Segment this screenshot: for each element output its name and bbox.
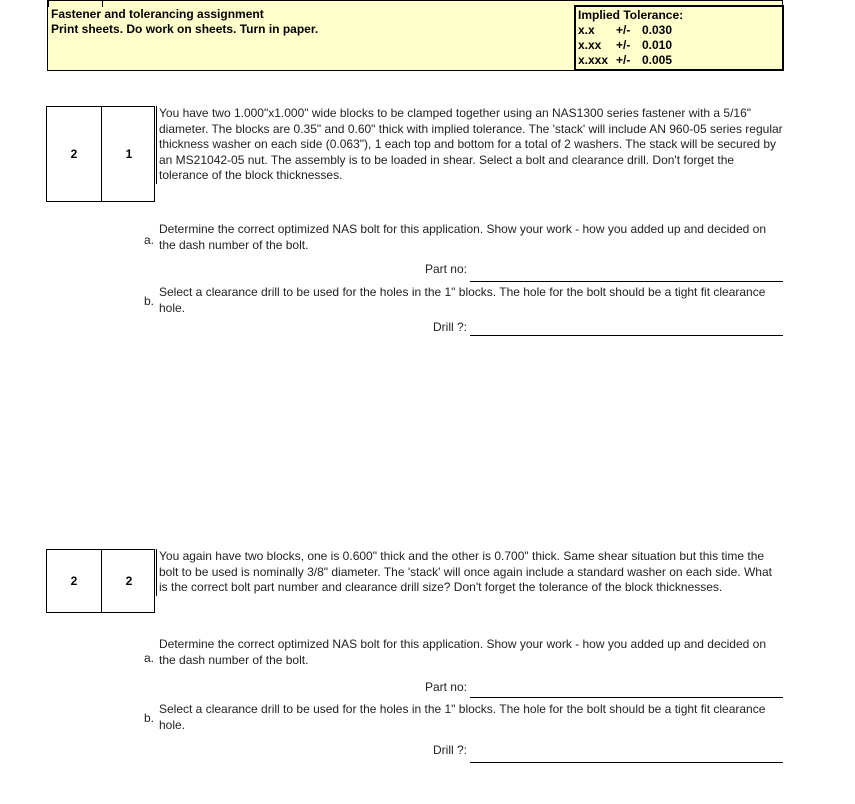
tolerance-plusminus: +/- [616,23,631,37]
problem-column-2: 1 [101,107,156,201]
question-text: Select a clearance drill to be used for the holes in the 1" blocks. The hole for the bolt should be a tight fit clearance hole. [159,285,766,315]
problem-number-box [46,549,155,613]
problem-description: You again have two blocks, one is 0.600" thick and the other is 0.700" thick. Same shear situation but this time the bolt to be used is nominally 3/8" diameter. The 'stack' will once again include a standard washer on each side. What is the correct bolt part number and clearance drill size? Don't forget the tolerance of the block thicknesses. [156,549,783,596]
tolerance-row [578,38,672,52]
tolerance-format: x.xxx [578,53,609,67]
question-text: Determine the correct optimized NAS bolt for this application. Show your work - how you added up and decided on the dash number of the bolt. [159,637,766,667]
question-text: Select a clearance drill to be used for the holes in the 1" blocks. The hole for the bolt should be a tight fit clearance hole. [159,702,766,732]
assignment-instructions: Print sheets. Do work on sheets. Turn in paper. [51,22,319,36]
tolerance-plusminus: +/- [616,53,631,67]
drill-label: Drill ?: [432,743,467,757]
question-text: Determine the correct optimized NAS bolt for this application. Show your work - how you added up and decided on the dash number of the bolt. [159,222,766,252]
tolerance-value: 0.030 [642,23,673,37]
problem-column-2: 2 [101,550,156,612]
question-letter: b. [144,711,155,725]
drill-answer-line[interactable] [470,762,783,763]
problem-number-box [46,106,155,202]
part-number-label: Part no: [424,262,467,276]
problem-column-1: 2 [70,147,78,161]
problem-column-1: 2 [70,574,78,588]
question-letter: b. [144,294,155,308]
tolerance-row [578,23,672,37]
implied-tolerance-box [574,5,784,71]
drill-answer-line[interactable] [470,335,783,336]
tolerance-value: 0.010 [642,38,673,52]
problem-description: You have two 1.000"x1.000" wide blocks to be clamped together using an NAS1300 series fastener with a 5/16" diameter. The blocks are 0.35" and 0.60" thick with implied tolerance. The 'stack' will include AN 960-05 series regular thickness washer on each side (0.063"), 1 each top and bottom for a total of 2 washers. The stack will be secured by an MS21042-05 nut. The assembly is to be loaded in shear. Select a bolt and clearance drill. Don't forget the tolerance of the block thicknesses. [156,106,783,184]
drill-label: Drill ?: [432,320,467,334]
question-letter: a. [144,651,155,665]
tolerance-value: 0.005 [642,53,673,67]
tolerance-row [578,53,672,67]
assignment-title: Fastener and tolerancing assignment [51,7,264,21]
tolerance-title: Implied Tolerance: [578,8,684,22]
tolerance-format: x.xx [578,38,602,52]
part-number-answer-line[interactable] [470,697,783,698]
tolerance-plusminus: +/- [616,38,631,52]
tolerance-format: x.x [578,23,595,37]
part-number-label: Part no: [424,680,467,694]
question-letter: a. [144,233,155,247]
part-number-answer-line[interactable] [470,281,783,282]
